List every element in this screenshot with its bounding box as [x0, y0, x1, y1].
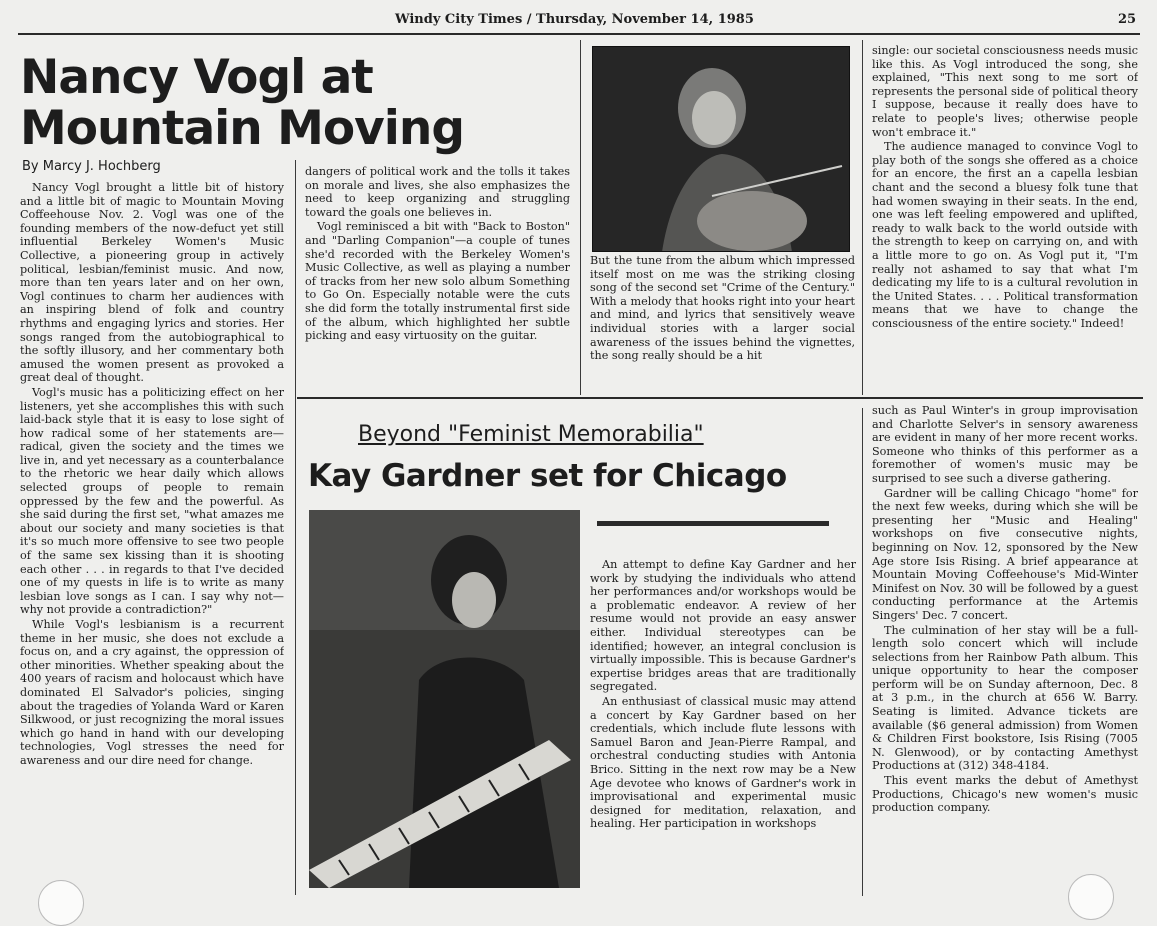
- masthead-rule: [18, 33, 1140, 35]
- story1-headline-line1: Nancy Vogl at: [20, 50, 373, 105]
- paragraph: But the tune from the album which impressed itself most on me was the striking closing song of the second set "Crime of the Century." With a melody that hooks right into your heart and mind, and lyrics that sensitively weave individual stories with a larger social awareness of the issues behind the vignettes, the song really should be a hit: [590, 254, 855, 363]
- story2-column-right: [872, 404, 1138, 892]
- column-rule: [580, 40, 581, 395]
- story1-column-2: [305, 165, 570, 387]
- story1-column-1: [20, 181, 284, 886]
- story2-kicker: Beyond "Feminist Memorabilia": [358, 422, 704, 447]
- kay-gardner-photo: [309, 510, 580, 888]
- story1-headline-line2: Mountain Moving: [20, 101, 465, 156]
- paragraph: While Vogl's lesbianism is a recurrent theme in her music, she does not exclude a focus on, and a cry against, the oppression of other minorities. Whether speaking about the 400 years of racism and holocaust which have dominated El Salvador's policies, singing about the tragedies of Yolanda Ward or Karen Silkwood, or just recognizing the moral issues which go hand in hand with our developing technologies, Vogl stresses the need for awareness and our dire need for change.: [20, 618, 284, 767]
- story1-byline: By Marcy J. Hochberg: [22, 159, 161, 174]
- story2-headline: Kay Gardner set for Chicago: [308, 458, 787, 494]
- story1-column-4: [872, 44, 1138, 392]
- pianist-image: [309, 510, 580, 888]
- paragraph: Vogl reminisced a bit with "Back to Boston" and "Darling Companion"—a couple of tunes she'd recorded with the Berkeley Women's Music Collective, as well as playing a number of tracks from her new solo album Something to Go On. Especially notable were the cuts she did form the totally instrumental first side of the album, which highlighted her subtle picking and easy virtuosity on the guitar.: [305, 220, 570, 343]
- story2-column-mid: [590, 558, 856, 890]
- paragraph: This event marks the debut of Amethyst Productions, Chicago's new women's music production company.: [872, 774, 1138, 815]
- section-rule: [297, 397, 1143, 399]
- story1-column-3: [590, 254, 855, 388]
- paragraph: The audience managed to convince Vogl to play both of the songs she offered as a choice for an encore, the first an a capella lesbian chant and the second a bluesy folk tune that had women swaying in their seats. In the end, one was left feeling empowered and uplifted, ready to walk back to the world outside with the strength to keep on carrying on, and with a little more to go on. As Vogl put it, "I'm really not ashamed to say that what I'm dedicating my life to is a cultural revolution in the United States. . . . Political transformation means that we have to change the consciousness of the entire society." Indeed!: [872, 140, 1138, 330]
- paragraph: such as Paul Winter's in group improvisation and Charlotte Selver's in sensory awareness are evident in many of her more recent works. Someone who thinks of this performer as a foremother of women's music may be surprised to see such a diverse gathering.: [872, 404, 1138, 485]
- column-rule: [862, 408, 863, 896]
- story1-headline: [20, 52, 464, 154]
- masthead: Windy City Times / Thursday, November 14, 1985: [395, 12, 754, 27]
- paragraph: Vogl's music has a politicizing effect on her listeners, yet she accomplishes this with such laid-back style that it is easy to lose sight of how radical some of her statements are—radical, given the society and the times we live in, and yet necessary as a counterbalance to the rhetoric we hear daily which allows selected groups of people to remain oppressed by the few and the powerful. As she said during the first set, "what amazes me about our society and many societies is that it's so much more offensive to see two people of the same sex kissing than it is shooting each other . . . in regards to that I've decided one of my quests in life is to write as many lesbian love songs as I can. I say why not—why not provide a contradiction?": [20, 385, 284, 617]
- paragraph: Nancy Vogl brought a little bit of history and a little bit of magic to Mountain Moving Coffeehouse Nov. 2. Vogl was one of the founding members of the now-defuct yet still influential Berkeley Women's Music Collective, a pioneering group in actively political, lesbian/feminist music. And now, more than ten years later and on her own, Vogl continues to charm her audiences with an inspiring blend of folk and country rhythms and engaging lyrics and stories. Her songs ranged from the autobiographical to the softly illusory, and her commentary both amused the women present as provoked a great deal of thought.: [20, 181, 284, 385]
- column-rule: [862, 40, 863, 395]
- paragraph: An attempt to define Kay Gardner and her work by studying the individuals who attend her performances and/or workshops would be a problematic endeavor. A review of her resume would not provide an easy answer either. Individual stereotypes can be identified; however, an integral conclusion is virtually impossible. This is because Gardner's expertise bridges areas that are traditionally segregated.: [590, 558, 856, 694]
- guitarist-image: [592, 46, 850, 252]
- paragraph: dangers of political work and the tolls it takes on morale and lives, she also emphasizes the need to keep organizing and struggling toward the goals one believes in.: [305, 165, 570, 219]
- scan-hole: [1068, 874, 1114, 920]
- story2-rule: [597, 521, 829, 526]
- scan-hole: [38, 880, 84, 926]
- paragraph: The culmination of her stay will be a full-length solo concert which will include selections from her Rainbow Path album. This unique opportunity to hear the composer perform will be on Sunday afternoon, Dec. 8 at 3 p.m., in the church at 656 W. Barry. Seating is limited. Advance tickets are available ($6 general admission) from Women & Children First bookstore, Isis Rising (7005 N. Glenwood), or by contacting Amethyst Productions at (312) 348-4184.: [872, 623, 1138, 773]
- paragraph: Gardner will be calling Chicago "home" for the next few weeks, during which she will be presenting her "Music and Healing" workshops on five consecutive nights, beginning on Nov. 12, sponsored by the New Age store Isis Rising. A brief appearance at Mountain Moving Coffeehouse's Mid-Winter Minifest on Nov. 30 will be followed by a guest conducting performance at the Artemis Singers' Dec. 7 concert.: [872, 486, 1138, 622]
- page-number: 25: [1118, 12, 1137, 27]
- column-rule: [295, 160, 296, 895]
- nancy-vogl-photo: [592, 46, 850, 252]
- paragraph: An enthusiast of classical music may attend a concert by Kay Gardner based on her credentials, which include flute lessons with Samuel Baron and Jean-Pierre Rampal, and orchestral conducting studies with Antonia Brico. Sitting in the next row may be a New Age devotee who knows of Gardner's work in improvisational and experimental music designed for meditation, relaxation, and healing. Her participation in workshops: [590, 694, 856, 831]
- paragraph: single: our societal consciousness needs music like this. As Vogl introduced the song, she explained, "This next song to me sort of represents the personal side of political theory I suppose, because it really does have to relate to people's lives; otherwise people won't embrace it.": [872, 44, 1138, 139]
